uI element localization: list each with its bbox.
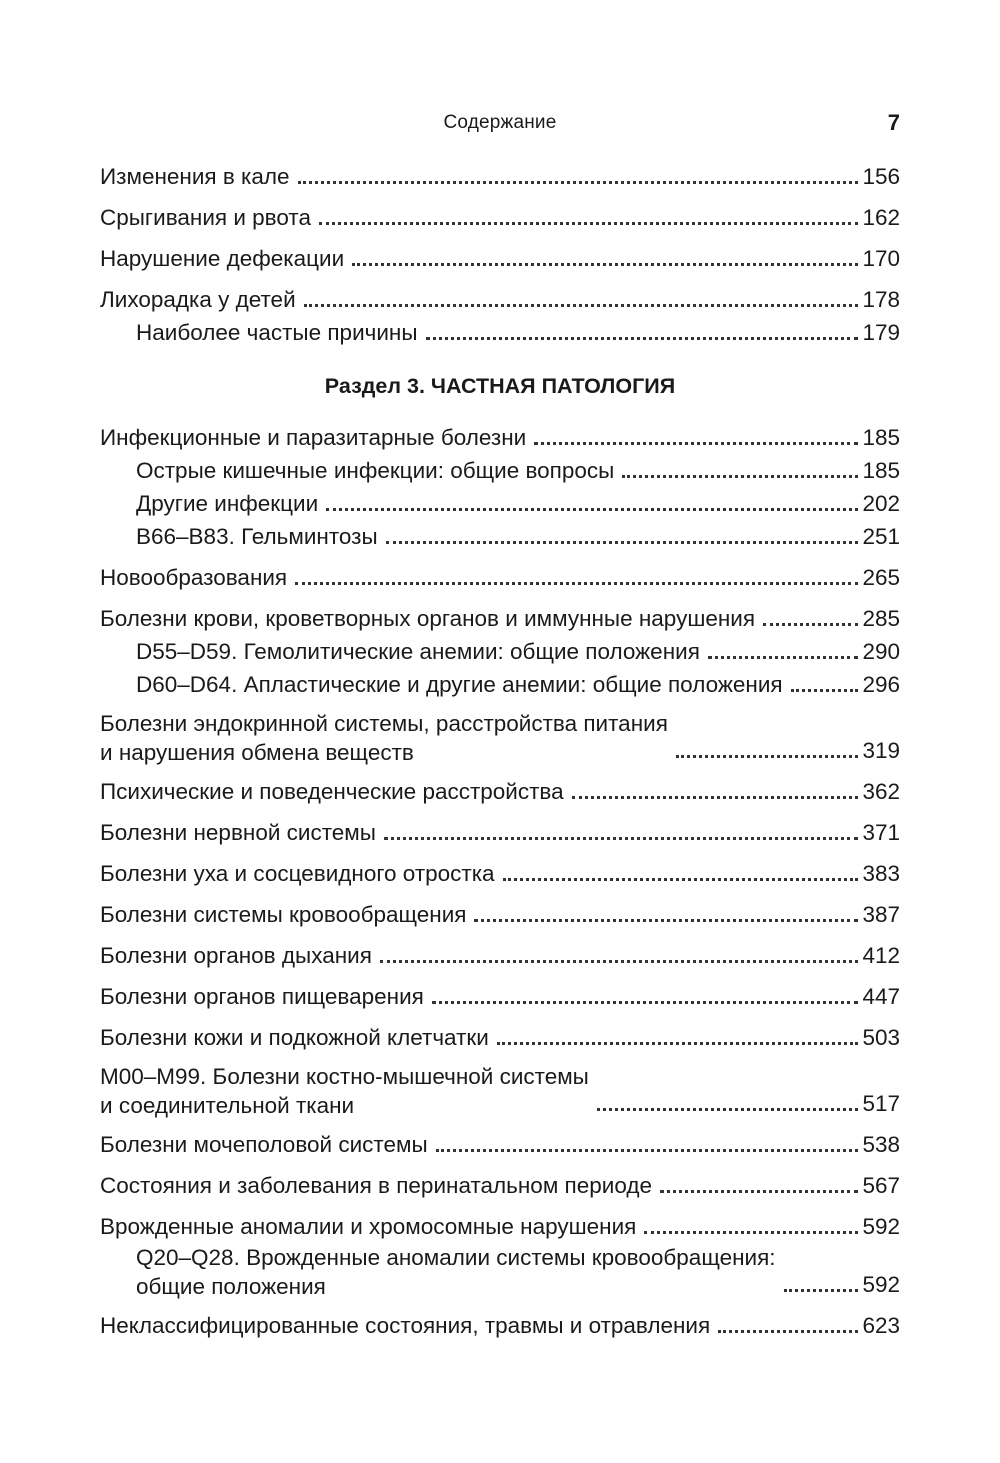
toc-entry-title: Болезни уха и сосцевидного отростка (100, 861, 495, 886)
toc-entry-title: B66–B83. Гельминтозы (136, 524, 378, 549)
toc-entry[interactable] (100, 316, 900, 349)
dot-leader (763, 623, 858, 626)
toc-entry-title: Болезни органов пищеварения (100, 984, 424, 1009)
toc-list-top (100, 160, 900, 349)
toc-entry-title: Инфекционные и паразитарные болезни (100, 425, 527, 450)
toc-entry[interactable] (100, 201, 900, 234)
toc-entry-title: Наиболее частые причины (136, 320, 418, 345)
toc-entry-title: Нарушение дефекации (100, 246, 345, 271)
toc-entry[interactable] (100, 561, 900, 594)
toc-entry-page: 447 (862, 984, 900, 1009)
toc-entry-page: 592 (862, 1272, 900, 1297)
dot-leader (784, 1289, 859, 1292)
toc-entry-page: 387 (862, 902, 900, 927)
toc-entry[interactable] (100, 1309, 900, 1342)
toc-entry-title (136, 1243, 776, 1301)
toc-entry[interactable] (100, 602, 900, 635)
toc-entry[interactable] (100, 454, 900, 487)
dot-leader (436, 1149, 859, 1152)
dot-leader (326, 508, 858, 511)
toc-entry[interactable] (100, 635, 900, 668)
dot-leader (432, 1001, 859, 1004)
toc-entry-title: Болезни крови, кроветворных органов и иммунные нарушения (100, 606, 756, 631)
toc-entry-title-line2: и нарушения обмена веществ (100, 740, 414, 765)
dot-leader (352, 263, 858, 266)
toc-entry[interactable] (100, 980, 900, 1013)
toc-entry[interactable] (100, 160, 900, 193)
toc-entry[interactable] (100, 709, 900, 767)
dot-leader (676, 755, 859, 758)
toc-entry[interactable] (100, 1062, 900, 1120)
toc-entry[interactable] (100, 487, 900, 520)
dot-leader (718, 1330, 858, 1333)
dot-leader (791, 689, 859, 692)
toc-entry-page: 383 (862, 861, 900, 886)
dot-leader (295, 582, 858, 585)
toc-entry[interactable] (100, 1169, 900, 1202)
toc-entry-page: 362 (862, 779, 900, 804)
toc-entry-title: Острые кишечные инфекции: общие вопросы (136, 458, 615, 483)
toc-entry-page: 185 (862, 425, 900, 450)
toc-entry-title (100, 1062, 589, 1120)
table-of-contents (100, 160, 900, 1342)
toc-entry-page: 178 (862, 287, 900, 312)
dot-leader (572, 796, 859, 799)
toc-entry-title (100, 709, 668, 767)
toc-entry-page: 179 (862, 320, 900, 345)
toc-entry-title: Врожденные аномалии и хромосомные нарушения (100, 1214, 637, 1239)
toc-entry[interactable] (100, 520, 900, 553)
dot-leader (298, 181, 859, 184)
toc-entry-title: Лихорадка у детей (100, 287, 296, 312)
page-header (100, 112, 900, 142)
toc-entry-page: 623 (862, 1313, 900, 1338)
dot-leader (319, 222, 858, 225)
toc-entry-title: Болезни органов дыхания (100, 943, 372, 968)
dot-leader (534, 442, 858, 445)
toc-entry-page: 592 (862, 1214, 900, 1239)
dot-leader (497, 1042, 859, 1045)
dot-leader (386, 541, 859, 544)
section-heading: Раздел 3. ЧАСТНАЯ ПАТОЛОГИЯ (324, 374, 676, 398)
dot-leader (474, 919, 858, 922)
toc-entry-title-line2: и соединительной ткани (100, 1093, 355, 1118)
toc-entry[interactable] (100, 816, 900, 849)
dot-leader (597, 1108, 859, 1111)
toc-entry-page: 285 (862, 606, 900, 631)
toc-entry-title: Изменения в кале (100, 164, 290, 189)
toc-entry-title: Психические и поведенческие расстройства (100, 779, 564, 804)
toc-entry-page: 265 (862, 565, 900, 590)
toc-entry-title: Другие инфекции (136, 491, 319, 516)
toc-entry-title: Неклассифицированные состояния, травмы и отравления (100, 1313, 711, 1338)
toc-entry[interactable] (100, 1210, 900, 1243)
toc-entry-page: 156 (862, 164, 900, 189)
toc-entry-title-line1: M00–M99. Болезни костно-мышечной системы (100, 1064, 589, 1089)
dot-leader (644, 1231, 858, 1234)
toc-entry-title-line1: Болезни эндокринной системы, расстройства питания (100, 711, 668, 736)
dot-leader (380, 960, 859, 963)
toc-entry-title-line1: Q20–Q28. Врожденные аномалии системы кровообращения: (136, 1245, 776, 1270)
toc-entry[interactable] (100, 1243, 900, 1301)
toc-entry-page: 290 (862, 639, 900, 664)
toc-entry-page: 296 (862, 672, 900, 697)
toc-entry-title: Болезни мочеполовой системы (100, 1132, 428, 1157)
toc-list-section (100, 421, 900, 1342)
toc-entry-title: D55–D59. Гемолитические анемии: общие положения (136, 639, 700, 664)
toc-entry[interactable] (100, 421, 900, 454)
running-title: Содержание (443, 112, 557, 133)
toc-entry-page: 503 (862, 1025, 900, 1050)
toc-entry[interactable] (100, 283, 900, 316)
toc-entry-title: Болезни кожи и подкожной клетчатки (100, 1025, 489, 1050)
toc-entry[interactable] (100, 857, 900, 890)
dot-leader (708, 656, 859, 659)
toc-entry-title: Состояния и заболевания в перинатальном периоде (100, 1173, 652, 1198)
toc-entry-page: 185 (862, 458, 900, 483)
toc-entry-page: 517 (862, 1091, 900, 1116)
toc-entry-title: Болезни системы кровообращения (100, 902, 467, 927)
toc-entry[interactable] (100, 775, 900, 808)
toc-entry[interactable] (100, 1021, 900, 1054)
toc-entry-page: 319 (862, 738, 900, 763)
toc-entry[interactable] (100, 898, 900, 931)
dot-leader (384, 837, 859, 840)
toc-entry-page: 202 (862, 491, 900, 516)
toc-entry-title-line2: общие положения (136, 1274, 326, 1299)
toc-entry-title: Срыгивания и рвота (100, 205, 311, 230)
toc-entry-page: 371 (862, 820, 900, 845)
toc-entry[interactable] (100, 1128, 900, 1161)
toc-entry-page: 538 (862, 1132, 900, 1157)
toc-entry[interactable] (100, 939, 900, 972)
dot-leader (304, 304, 859, 307)
toc-entry-page: 412 (862, 943, 900, 968)
toc-entry-page: 251 (862, 524, 900, 549)
dot-leader (426, 337, 859, 340)
toc-entry-title: D60–D64. Апластические и другие анемии: общие положения (136, 672, 783, 697)
toc-entry[interactable] (100, 242, 900, 275)
dot-leader (503, 878, 859, 881)
toc-entry-page: 162 (862, 205, 900, 230)
dot-leader (660, 1190, 858, 1193)
toc-entry-page: 170 (862, 246, 900, 271)
toc-entry-title: Болезни нервной системы (100, 820, 376, 845)
toc-entry[interactable] (100, 668, 900, 701)
toc-entry-page: 567 (862, 1173, 900, 1198)
dot-leader (622, 475, 858, 478)
page-number: 7 (887, 110, 900, 135)
toc-entry-title: Новообразования (100, 565, 288, 590)
